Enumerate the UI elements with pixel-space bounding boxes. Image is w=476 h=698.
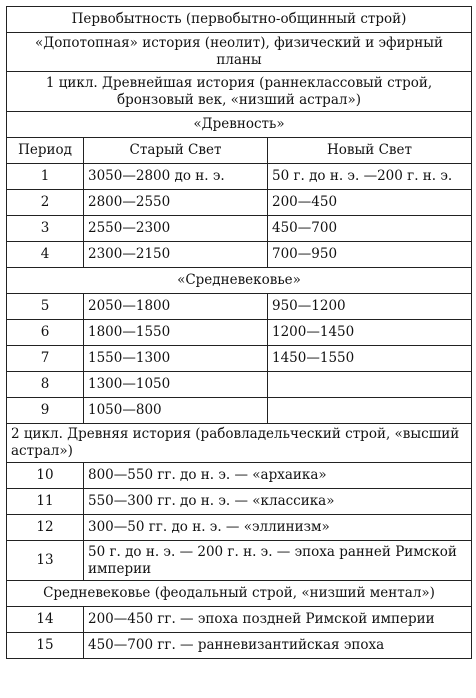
section-antediluvian: «Допотопная» история (неолит), физический и эфирный планы <box>7 33 472 72</box>
table-row <box>7 398 472 424</box>
table-row <box>7 216 472 242</box>
old-world-cell: 1800—1550 <box>84 320 268 346</box>
section-cycle1: 1 цикл. Древнейшая история (раннеклассовый строй, бронзовый век, «низший астрал») <box>7 72 472 112</box>
new-world-cell: 50 г. до н. э. —200 г. н. э. <box>268 164 472 190</box>
section-middle-ages-quoted: «Средневековье» <box>7 268 472 294</box>
section-feudal: Средневековье (феодальный строй, «низший ментал») <box>7 581 472 607</box>
table-row <box>7 294 472 320</box>
period-cell: 15 <box>7 633 84 659</box>
old-world-cell: 1550—1300 <box>84 346 268 372</box>
table-row <box>7 607 472 633</box>
section-row <box>7 424 472 463</box>
period-cell: 10 <box>7 463 84 489</box>
table-row <box>7 541 472 581</box>
table-row <box>7 164 472 190</box>
old-world-cell: 2300—2150 <box>84 242 268 268</box>
column-header-new-world: Новый Свет <box>268 138 472 164</box>
new-world-cell: 1200—1450 <box>268 320 472 346</box>
period-cell: 8 <box>7 372 84 398</box>
new-world-cell: 450—700 <box>268 216 472 242</box>
old-world-cell: 1300—1050 <box>84 372 268 398</box>
old-world-cell: 2550—2300 <box>84 216 268 242</box>
new-world-cell: 1450—1550 <box>268 346 472 372</box>
section-row <box>7 268 472 294</box>
section-row <box>7 72 472 112</box>
period-cell: 5 <box>7 294 84 320</box>
section-antiquity: «Древность» <box>7 112 472 138</box>
column-header-old-world: Старый Свет <box>84 138 268 164</box>
table-row <box>7 463 472 489</box>
section-primitive: Первобытность (первобытно-общинный строй) <box>7 7 472 33</box>
section-cycle2: 2 цикл. Древняя история (рабовладельческий строй, «высший астрал») <box>7 424 472 463</box>
description-cell: 50 г. до н. э. — 200 г. н. э. — эпоха ранней Римской империи <box>84 541 472 581</box>
period-cell: 9 <box>7 398 84 424</box>
table-row <box>7 372 472 398</box>
new-world-cell: 950—1200 <box>268 294 472 320</box>
section-row <box>7 581 472 607</box>
table-row <box>7 242 472 268</box>
description-cell: 800—550 гг. до н. э. — «архаика» <box>84 463 472 489</box>
period-cell: 3 <box>7 216 84 242</box>
table-row <box>7 489 472 515</box>
description-cell: 450—700 гг. — ранневизантийская эпоха <box>84 633 472 659</box>
period-cell: 13 <box>7 541 84 581</box>
section-row <box>7 112 472 138</box>
old-world-cell: 3050—2800 до н. э. <box>84 164 268 190</box>
table-row <box>7 320 472 346</box>
column-header-period: Период <box>7 138 84 164</box>
old-world-cell: 1050—800 <box>84 398 268 424</box>
table-row <box>7 346 472 372</box>
table-row <box>7 633 472 659</box>
description-cell: 300—50 гг. до н. э. — «эллинизм» <box>84 515 472 541</box>
period-cell: 11 <box>7 489 84 515</box>
period-cell: 1 <box>7 164 84 190</box>
period-cell: 12 <box>7 515 84 541</box>
section-row <box>7 33 472 72</box>
period-cell: 4 <box>7 242 84 268</box>
table-row <box>7 190 472 216</box>
description-cell: 550—300 гг. до н. э. — «классика» <box>84 489 472 515</box>
section-row <box>7 7 472 33</box>
old-world-cell: 2050—1800 <box>84 294 268 320</box>
table-row <box>7 515 472 541</box>
column-header-row <box>7 138 472 164</box>
period-cell: 7 <box>7 346 84 372</box>
new-world-cell <box>268 398 472 424</box>
period-cell: 14 <box>7 607 84 633</box>
periodization-table <box>6 6 472 659</box>
period-cell: 2 <box>7 190 84 216</box>
new-world-cell <box>268 372 472 398</box>
description-cell: 200—450 гг. — эпоха поздней Римской империи <box>84 607 472 633</box>
new-world-cell: 700—950 <box>268 242 472 268</box>
new-world-cell: 200—450 <box>268 190 472 216</box>
period-cell: 6 <box>7 320 84 346</box>
old-world-cell: 2800—2550 <box>84 190 268 216</box>
